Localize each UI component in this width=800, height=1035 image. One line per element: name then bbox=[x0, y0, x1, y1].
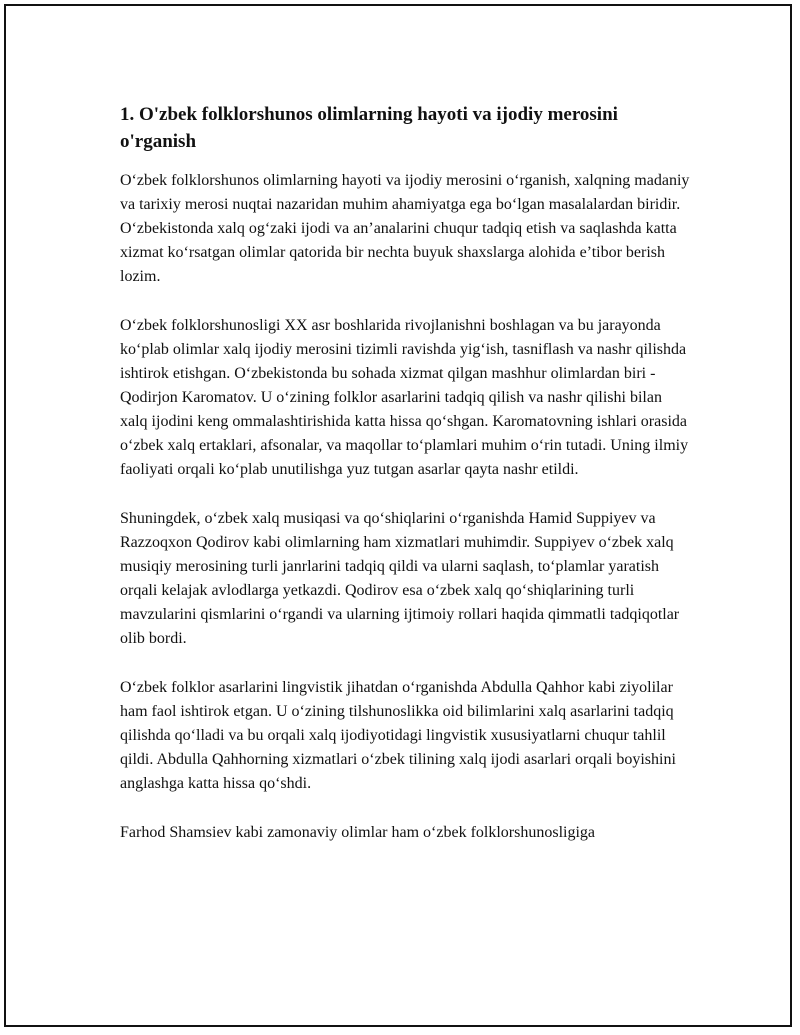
paragraph-5: Farhod Shamsiev kabi zamonaviy olimlar ham o‘zbek folklorshunosligiga bbox=[120, 824, 596, 841]
paragraph-3: Shuningdek, o‘zbek xalq musiqasi va qo‘shiqlarini o‘rganishda Hamid Suppiyev va Razzoqxon Qodirov kabi olimlarning ham xizmatlari muhimdir. Suppiyev o‘zbek xalq musiqiy merosining turli janrlarini tadqiq qildi va ularni saqlash, to‘plamlar yaratish orqali kelajak avlodlarga yetkazdi. Qodirov esa o‘zbek xalq qo‘shiqlarining turli mavzularini qismlarini o‘rgandi va ularning ijtimoiy rollari haqida qimmatli tadqiqotlar olib bordi. bbox=[120, 510, 680, 647]
paragraph-2: O‘zbek folklorshunosligi XX asr boshlarida rivojlanishni boshlagan va bu jarayonda ko‘plab olimlar xalq ijodiy merosini tizimli ravishda yig‘ish, tasniflash va nashr qilishda ishtirok etishgan. O‘zbekistonda bu sohada xizmat qilgan mashhur olimlardan biri - Qodirjon Karomatov. U o‘zining folklor asarlarini tadqiq qilish va nashr qilishi bilan xalq ijodini keng ommalashtirishida katta hissa qo‘shgan. Karomatovning ishlari orasida o‘zbek xalq ertaklari, afsonalar, va maqollar to‘plamlari muhim o‘rin tutadi. Uning ilmiy faoliyati orqali ko‘plab unutilishga yuz tutgan asarlar qayta nashr etildi. bbox=[120, 317, 689, 478]
page-frame bbox=[4, 4, 792, 1027]
section-heading: 1. O'zbek folklorshunos olimlarning hayoti va ijodiy merosini o'rganish bbox=[120, 104, 618, 152]
paragraph-4: O‘zbek folklor asarlarini lingvistik jihatdan o‘rganishda Abdulla Qahhor kabi ziyolilar ham faol ishtirok etgan. U o‘zining tilshunoslikka oid bilimlarini xalq asarlarini tadqiq qilishda qo‘lladi va bu orqali xalq ijodiyotidagi lingvistik xususiyatlarni chuqur tahlil qildi. Abdulla Qahhorning xizmatlari o‘zbek tilining xalq ijodi asarlari orqali boyishini anglashga katta hissa qo‘shdi. bbox=[120, 679, 676, 792]
document-body bbox=[120, 101, 692, 870]
paragraph-1: O‘zbek folklorshunos olimlarning hayoti va ijodiy merosini o‘rganish, xalqning madaniy va tarixiy merosi nuqtai nazaridan muhim ahamiyatga ega bo‘lgan masalalardan biridir. O‘zbekistonda xalq og‘zaki ijodi va an’analarini chuqur tadqiq etish va saqlashda katta xizmat ko‘rsatgan olimlar qatorida bir nechta buyuk shaxslarga alohida e’tibor berish lozim. bbox=[120, 172, 690, 285]
